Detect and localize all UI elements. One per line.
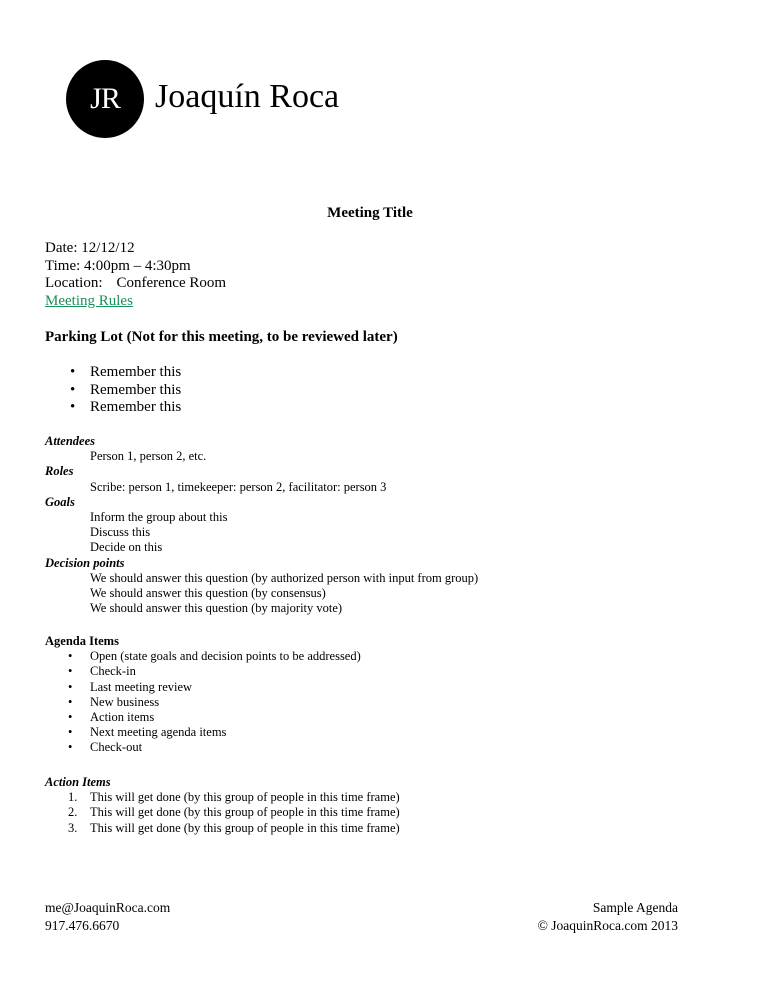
list-item: • Remember this — [62, 399, 181, 417]
footer-contact — [45, 899, 170, 935]
action-items-heading: Action Items — [45, 775, 111, 789]
footer-copyright: © JoaquinRoca.com 2013 — [537, 918, 678, 933]
meeting-date: Date: 12/12/12 — [45, 240, 135, 256]
meeting-location — [45, 275, 226, 293]
parking-lot-list — [62, 364, 181, 417]
footer-doc-info — [538, 899, 678, 935]
meeting-rules-link[interactable]: Meeting Rules — [45, 292, 133, 309]
item-text: This will get done (by this group of people in this time frame) — [90, 820, 400, 835]
list-item: • Last meeting review — [45, 680, 361, 695]
decision-point-item: We should answer this question (by consensus) — [90, 586, 326, 601]
list-item: • Open (state goals and decision points to be addressed) — [45, 649, 361, 664]
goals-item: Decide on this — [90, 540, 163, 555]
item-text: This will get done (by this group of people in this time frame) — [90, 790, 400, 805]
goals-item: Discuss this — [90, 525, 151, 540]
roles-item: Scribe: person 1, timekeeper: person 2, facilitator: person 3 — [90, 479, 387, 494]
list-item: • Remember this — [62, 382, 181, 400]
decision-point-item: We should answer this question (by majority vote) — [90, 601, 343, 616]
roles-heading: Roles — [45, 464, 74, 479]
item-text: This will get done (by this group of people in this time frame) — [90, 805, 400, 820]
item-number: 3. — [68, 820, 78, 835]
footer-email[interactable]: me@JoaquinRoca.com — [45, 900, 171, 915]
list-item: • Action items — [45, 710, 361, 725]
goals-item: Inform the group about this — [90, 510, 228, 525]
item-number: 1. — [68, 790, 78, 805]
list-item: • Next meeting agenda items — [45, 725, 361, 740]
action-items-list — [45, 790, 400, 836]
agenda-list — [45, 649, 361, 755]
logo-initials: JR — [90, 82, 120, 115]
list-item — [45, 790, 400, 805]
details-section — [45, 434, 478, 616]
decision-point-item: We should answer this question (by authorized person with input from group) — [90, 570, 479, 585]
action-items-section — [45, 775, 400, 836]
list-item — [45, 821, 400, 836]
attendees-heading: Attendees — [45, 434, 95, 448]
list-item: • Remember this — [62, 364, 181, 382]
agenda-heading: Agenda Items — [45, 634, 119, 648]
logo-name: Joaquín Roca — [155, 78, 340, 115]
meeting-details — [45, 240, 226, 310]
attendees-item: Person 1, person 2, etc. — [90, 449, 207, 464]
location-value: Conference Room — [116, 275, 227, 291]
meeting-time: Time: 4:00pm – 4:30pm — [45, 257, 191, 274]
parking-lot-heading: Parking Lot (Not for this meeting, to be reviewed later) — [45, 329, 398, 345]
goals-heading: Goals — [45, 494, 75, 509]
list-item: • Check-in — [45, 664, 361, 679]
item-number: 2. — [68, 805, 78, 820]
footer-phone: 917.476.6670 — [45, 918, 120, 933]
footer-doc-label: Sample Agenda — [592, 900, 678, 915]
list-item: • New business — [45, 695, 361, 710]
location-label: Location: — [45, 275, 103, 291]
logo-badge — [66, 60, 144, 138]
list-item — [45, 805, 400, 820]
page-title: Meeting Title — [327, 205, 413, 221]
agenda-section — [45, 634, 361, 756]
decision-points-heading: Decision points — [45, 555, 125, 570]
list-item: • Check-out — [45, 740, 361, 755]
